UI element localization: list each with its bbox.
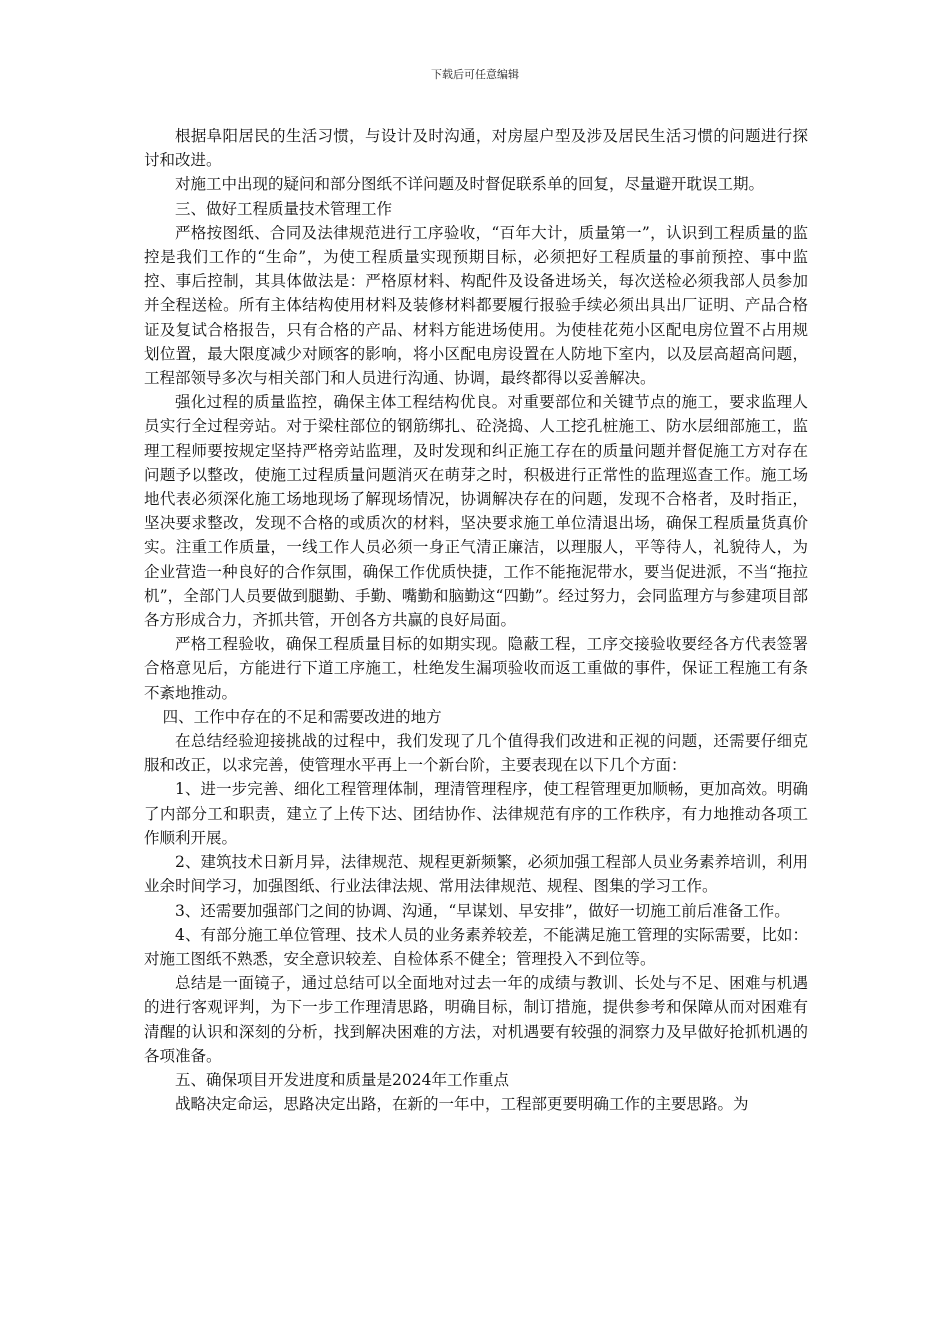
paragraph: 严格工程验收，确保工程质量目标的如期实现。隐蔽工程，工序交接验收要经各方代表签署合格意见后，方能进行下道工序施工，杜绝发生漏项验收而返工重做的事件，保证工程施工有条不紊地推动。: [144, 635, 808, 702]
section-heading: 四、工作中存在的不足和需要改进的地方: [162, 707, 442, 726]
document-body: [144, 124, 808, 1116]
paragraph: 战略决定命运，思路决定出路，在新的一年中，工程部更要明确工作的主要思路。为: [175, 1095, 749, 1114]
paragraph: 1、进一步完善、细化工程管理体制，理清管理程序，使工程管理更加顺畅，更加高效。明确了内部分工和职责，建立了上传下达、团结协作、法律规范有序的工作秩序，有力地推动各项工作顺利开展。: [144, 780, 808, 847]
paragraph: 3、还需要加强部门之间的协调、沟通，“早谋划、早安排”，做好一切施工前后准备工作。: [175, 901, 790, 920]
paragraph: 严格按图纸、合同及法律规范进行工序验收，“百年大计，质量第一”，认识到工程质量的监控是我们工作的“生命”，为使工程质量实现预期目标，必须把好工程质量的事前预控、事中监控、事后控制，其具体做法是：严格原材料、构配件及设备进场关，每次送检必须我部人员参加并全程送检。所有主体结构使用材料及装修材料都要履行报验手续必须出具出厂证明、产品合格证及复试合格报告，只有合格的产品、材料方能进场使用。为使桂花苑小区配电房位置不占用规划位置，最大限度减少对顾客的影响，将小区配电房设置在人防地下室内，以及层高超高问题，工程部领导多次与相关部门和人员进行沟通、协调，最终都得以妥善解决。: [144, 223, 808, 388]
header-note: 下载后可任意编辑: [431, 68, 519, 81]
paragraph: 根据阜阳居民的生活习惯，与设计及时沟通，对房屋户型及涉及居民生活习惯的问题进行探讨和改进。: [144, 127, 808, 170]
section-heading: 三、做好工程质量技术管理工作: [175, 199, 393, 218]
paragraph: 强化过程的质量监控，确保主体工程结构优良。对重要部位和关键节点的施工，要求监理人员实行全过程旁站。对于梁柱部位的钢筋绑扎、砼浇捣、人工挖孔桩施工、防水层细部施工，监理工程师要按规定坚持严格旁站监理，及时发现和纠正施工存在的质量问题并督促施工方对存在问题予以整改，使施工过程质量问题消灭在萌芽之时，积极进行正常性的监理巡查工作。施工场地代表必须深化施工场地现场了解现场情况，协调解决存在的问题，发现不合格者，及时指正，坚决要求整改，发现不合格的或质次的材料，坚决要求施工单位清退出场，确保工程质量货真价实。注重工作质量，一线工作人员必须一身正气清正廉洁，以理服人，平等待人，礼貌待人，为企业营造一种良好的合作氛围，确保工作优质快捷，工作不能拖泥带水，要当促进派，不当“拖拉机”，全部门人员要做到腿勤、手勤、嘴勤和脑勤这“四勤”。经过努力，会同监理方与参建项目部各方形成合力，齐抓共管，开创各方共赢的良好局面。: [144, 393, 808, 630]
section-heading: 五、确保项目开发进度和质量是2024年工作重点: [175, 1070, 509, 1089]
paragraph: 对施工中出现的疑问和部分图纸不详问题及时督促联系单的回复，尽量避开耽误工期。: [175, 175, 765, 194]
paragraph: 在总结经验迎接挑战的过程中，我们发现了几个值得我们改进和正视的问题，还需要仔细克服和改正，以求完善，使管理水平再上一个新台阶，主要表现在以下几个方面：: [144, 732, 808, 775]
paragraph: 总结是一面镜子，通过总结可以全面地对过去一年的成绩与教训、长处与不足、困难与机遇的进行客观评判，为下一步工作理清思路，明确目标，制订措施，提供参考和保障从而对困难有清醒的认识和深刻的分析，找到解决困难的方法，对机遇要有较强的洞察力及早做好抢抓机遇的各项准备。: [144, 974, 808, 1065]
paragraph: 4、有部分施工单位管理、技术人员的业务素养较差，不能满足施工管理的实际需要，比如：对施工图纸不熟悉，安全意识较差、自检体系不健全；管理投入不到位等。: [144, 925, 808, 968]
paragraph: 2、建筑技术日新月异，法律规范、规程更新频繁，必须加强工程部人员业务素养培训，利用业余时间学习，加强图纸、行业法律法规、常用法律规范、规程、图集的学习工作。: [144, 853, 808, 896]
